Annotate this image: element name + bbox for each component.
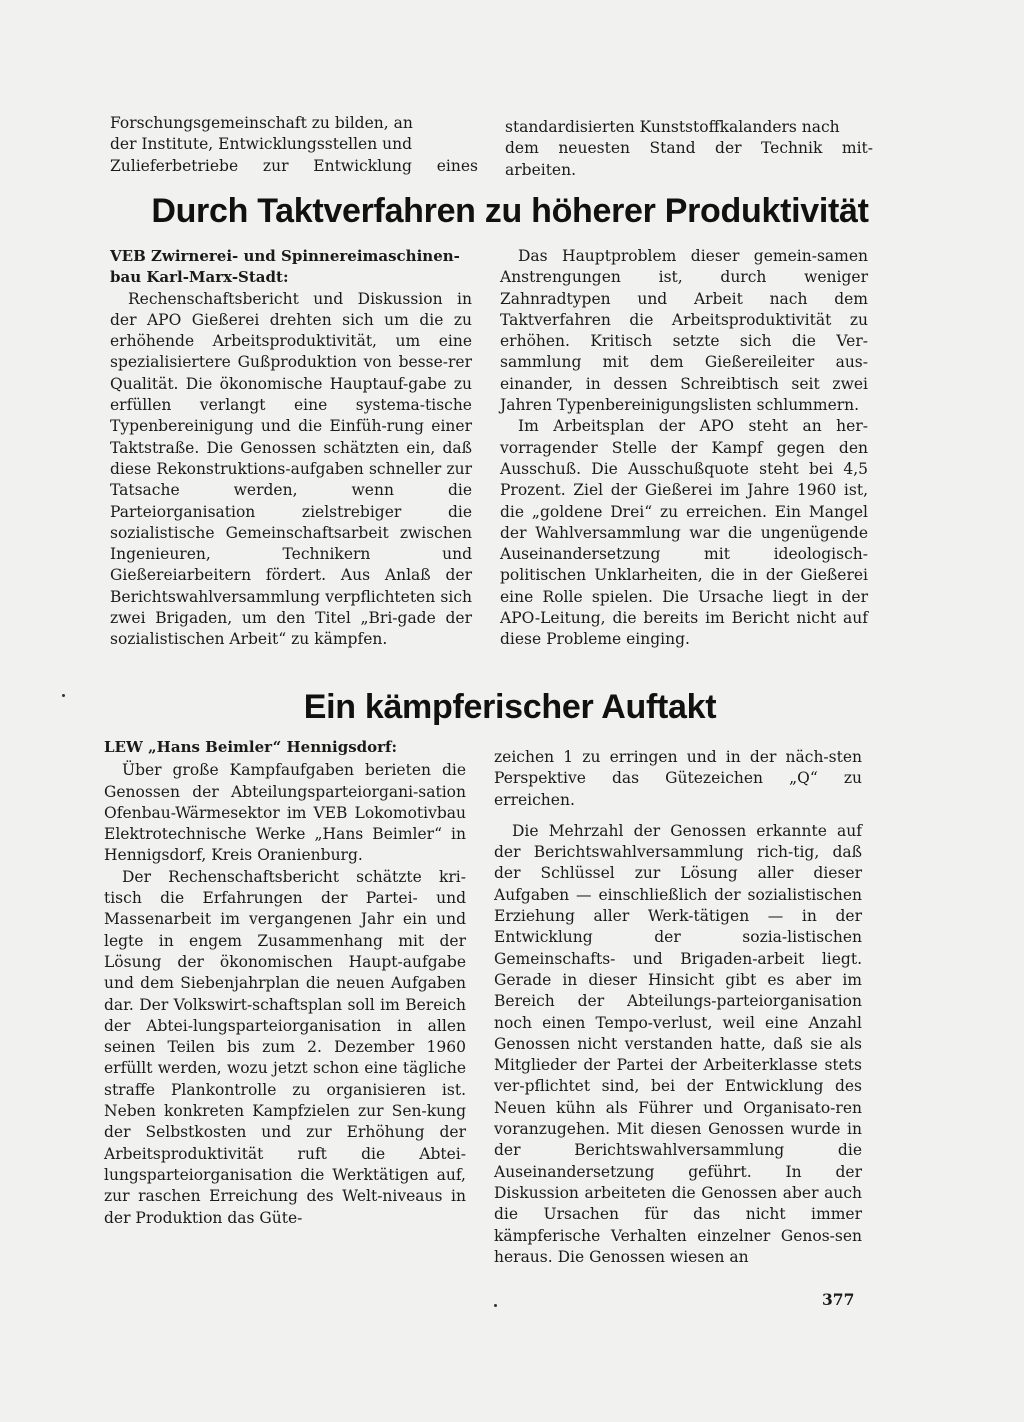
article2-headline: Ein kämpferischer Auftakt bbox=[303, 688, 717, 726]
intro-left-column bbox=[110, 113, 478, 177]
scan-speck bbox=[494, 1304, 497, 1307]
intro-right-column bbox=[505, 117, 873, 181]
article1-headline: Durch Taktverfahren zu höherer Produktivität bbox=[151, 192, 869, 230]
article2-right-paragraph-2: Die Mehrzahl der Genossen erkannte auf der Berichtswahlversammlung rich-tig, daß der Schlüssel zur Lösung aller dieser Aufgaben — einschließlich der sozialistischen Erziehung aller Werk-tätigen — in der Entwicklung der sozia-listischen Gemeinschafts- und Brigaden-arbeit liegt. Gerade in dieser Hinsicht gibt es aber im Bereich der Abteilungs-parteiorganisation noch einen Tempo-verlust, weil eine Anzahl Genossen nicht verstanden hatte, daß sie als Mitglieder der Partei der Arbeiterklasse stets ver-pflichtet sind, bei der Entwicklung des Neuen kühn als Führer und Organisato-ren voranzugehen. Mit diesen Genossen wurde in der Berichtswahlversammlung die Auseinandersetzung geführt. In der Diskussion arbeiteten die Genossen aber auch die Ursachen für das nicht immer kämpferische Verhalten einzelner Genos-sen heraus. Die Genossen wiesen an bbox=[494, 821, 862, 1266]
article2-right-column bbox=[494, 747, 862, 1268]
intro-left-line-2: der Institute, Entwicklungsstellen und bbox=[110, 135, 413, 154]
paragraph-gap bbox=[494, 811, 862, 821]
article1-left-column bbox=[110, 246, 472, 651]
article2-left-column bbox=[104, 737, 466, 1229]
intro-left-line-3: Zulieferbetriebe zur Entwicklung eines bbox=[110, 156, 478, 175]
article1-right-paragraph-1: Das Hauptproblem dieser gemein-samen Anstrengungen ist, durch weniger Zahnradtypen und Arbeit nach dem Taktverfahren die Arbeitsproduktivität zu erhöhen. Kritisch setzte sich die Ver-sammlung mit dem Gießereileiter aus-einander, in dessen Schreibtisch seit zwei Jahren Typenbereinigungslisten schlummern. bbox=[500, 247, 868, 415]
article2-byline: LEW „Hans Beimler“ Hennigsdorf: bbox=[104, 738, 398, 756]
intro-right-line-1: standardisierten Kunststoffkalanders nach bbox=[505, 118, 840, 136]
page-number: 377 bbox=[822, 1290, 855, 1309]
article2-left-paragraph-1: Über große Kampfaufgaben berieten die Genossen der Abteilungsparteiorgani-sation Ofenbau-Wärmesektor im VEB Lokomotivbau Elektrotechnische Werke „Hans Beimler“ in Hennigsdorf, Kreis Oranienburg. bbox=[104, 761, 466, 865]
article2-left-paragraph-2: Der Rechenschaftsbericht schätzte kri-tisch die Erfahrungen der Partei- und Massenarbeit im vergangenen Jahr ein und legte in engem Zusammenhang mit der Lösung der ökonomischen Haupt-aufgabe und dem Siebenjahrplan die neuen Aufgaben dar. Der Volkswirt-schaftsplan soll im Bereich der Abtei-lungsparteiorganisation in allen seinen Teilen bis zum 2. Dezember 1960 erfüllt werden, wozu jetzt schon eine tägliche straffe Plankontrolle zu organisieren ist. Neben konkreten Kampfzielen zur Sen-kung der Selbstkosten und zur Erhöhung der Arbeitsproduktivität ruft die Abtei-lungsparteiorganisation die Werktätigen auf, zur raschen Erreichung des Welt-niveaus in der Produktion das Güte- bbox=[104, 867, 466, 1227]
intro-left-line-1: Forschungsgemeinschaft zu bilden, an bbox=[110, 114, 413, 132]
article1-byline: VEB Zwirnerei- und Spinnereimaschinen-bau Karl-Marx-Stadt: bbox=[110, 247, 460, 287]
article1-right-paragraph-2: Im Arbeitsplan der APO steht an her-vorragender Stelle der Kampf gegen den Ausschuß. Die Ausschußquote steht bei 4,5 Prozent. Ziel der Gießerei im Jahre 1960 ist, die „goldene Drei“ zu erreichen. Ein Mangel der Wahlversammlung war die ungenügende Auseinandersetzung mit ideologisch-politischen Unklarheiten, die in der Gießerei eine Rolle spielen. Die Ursache liegt in der APO-Leitung, die bereits im Bericht nicht auf diese Probleme einging. bbox=[500, 417, 868, 649]
intro-right-line-2: dem neuesten Stand der Technik mit- bbox=[505, 139, 873, 158]
article1-right-column bbox=[500, 246, 868, 651]
article2-right-paragraph-1: zeichen 1 zu erringen und in der näch-sten Perspektive das Gütezeichen „Q“ zu erreichen. bbox=[494, 748, 862, 809]
scan-speck bbox=[62, 694, 65, 697]
intro-right-line-3: arbeiten. bbox=[505, 160, 577, 179]
article1-left-paragraph: Rechenschaftsbericht und Diskussion in der APO Gießerei drehten sich um die zu erhöhende Arbeitsproduktivität, um eine spezialisiertere Gußproduktion von besse-rer Qualität. Die ökonomische Hauptauf-gabe zu erfüllen verlangt eine systema-tische Typenbereinigung und die Einfüh-rung einer Taktstraße. Die Genossen schätzten ein, daß diese Rekonstruktions-aufgaben schneller zur Tatsache werden, wenn die Parteiorganisation zielstrebiger die sozialistische Gemeinschaftsarbeit zwischen Ingenieuren, Technikern und Gießereiarbeitern fördert. Aus Anlaß der Berichtswahlversammlung verpflichteten sich zwei Brigaden, um den Titel „Bri-gade der sozialistischen Arbeit“ zu kämpfen. bbox=[110, 289, 472, 649]
